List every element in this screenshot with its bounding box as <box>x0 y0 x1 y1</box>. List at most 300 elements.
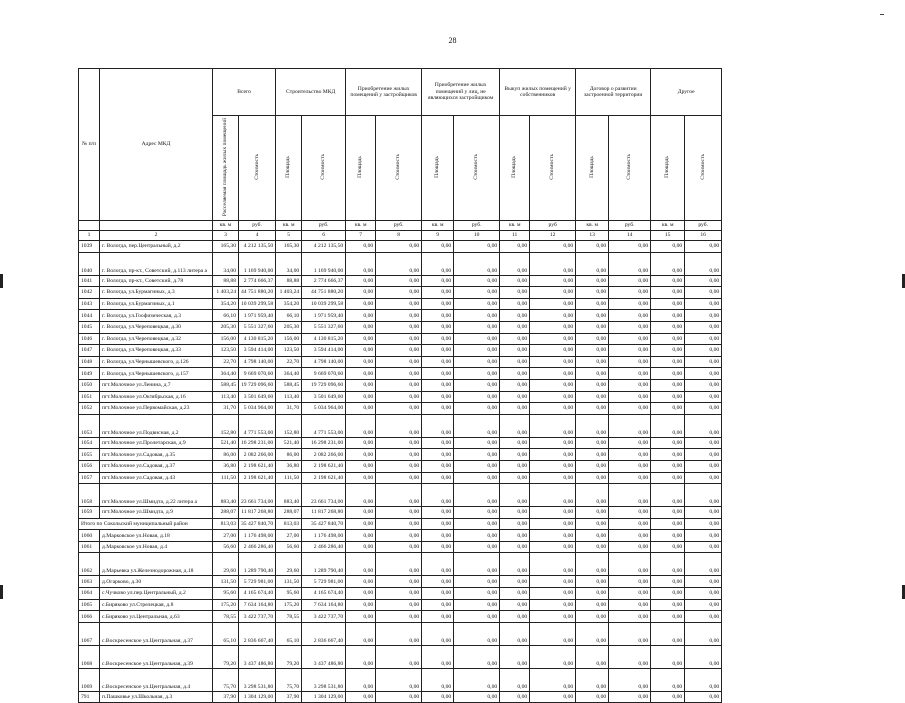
zero-value: 0,00 <box>376 252 422 275</box>
row-address: г. Вологда, ул.Бурмагиных, д.1 <box>100 298 213 310</box>
total-cost: 4 798 140,00 <box>239 356 276 368</box>
subheader-area: Площадь <box>500 116 530 221</box>
construction-area: 521,40 <box>276 437 302 449</box>
index-cell: 7 <box>346 231 376 241</box>
zero-value: 0,00 <box>500 368 530 380</box>
zero-value: 0,00 <box>685 576 722 588</box>
zero-value: 0,00 <box>422 472 454 484</box>
unit-cell: кв. м <box>576 221 609 231</box>
zero-value: 0,00 <box>576 541 609 553</box>
index-cell: 11 <box>500 231 530 241</box>
header-num: № п/п <box>79 69 100 221</box>
zero-value: 0,00 <box>609 668 651 691</box>
row-number: 1060 <box>79 530 100 542</box>
zero-value: 0,00 <box>422 321 454 333</box>
zero-value: 0,00 <box>376 241 422 253</box>
zero-value: 0,00 <box>500 403 530 415</box>
row-address: пгт.Молочное ул.Подвисная, д.2 <box>100 414 213 437</box>
zero-value: 0,00 <box>651 553 685 576</box>
table-body <box>79 241 722 703</box>
zero-value: 0,00 <box>376 287 422 299</box>
table-row <box>79 588 722 600</box>
total-area: 56,60 <box>213 541 239 553</box>
zero-value: 0,00 <box>651 310 685 322</box>
total-cost: 5 729 981,00 <box>239 576 276 588</box>
zero-value: 0,00 <box>685 356 722 368</box>
construction-cost: 3 501 649,60 <box>302 391 346 403</box>
zero-value: 0,00 <box>576 241 609 253</box>
row-address: пгт.Молочное ул.Шмидта, д.22 литера а <box>100 484 213 507</box>
zero-value: 0,00 <box>454 356 500 368</box>
zero-value: 0,00 <box>651 611 685 623</box>
index-cell: 13 <box>576 231 609 241</box>
construction-cost: 1 169 940,00 <box>302 252 346 275</box>
index-cell: 5 <box>276 231 302 241</box>
zero-value: 0,00 <box>685 241 722 253</box>
total-area: 75,70 <box>213 668 239 691</box>
zero-value: 0,00 <box>685 333 722 345</box>
zero-value: 0,00 <box>500 507 530 519</box>
total-cost: 2 198 621,40 <box>239 460 276 472</box>
zero-value: 0,00 <box>346 553 376 576</box>
zero-value: 0,00 <box>376 437 422 449</box>
unit-cell: руб. <box>454 221 500 231</box>
total-cost: 2 198 621,40 <box>239 472 276 484</box>
total-cost: 2 836 667,40 <box>239 622 276 645</box>
zero-value: 0,00 <box>500 611 530 623</box>
construction-cost: 16 298 231,00 <box>302 437 346 449</box>
construction-cost: 44 751 880,20 <box>302 287 346 299</box>
zero-value: 0,00 <box>530 345 576 357</box>
zero-value: 0,00 <box>454 345 500 357</box>
zero-value: 0,00 <box>651 530 685 542</box>
total-area: 113,40 <box>213 391 239 403</box>
zero-value: 0,00 <box>454 507 500 519</box>
zero-value: 0,00 <box>651 321 685 333</box>
zero-value: 0,00 <box>500 668 530 691</box>
zero-value: 0,00 <box>500 530 530 542</box>
zero-value: 0,00 <box>346 379 376 391</box>
row-number: 1047 <box>79 345 100 357</box>
zero-value: 0,00 <box>500 298 530 310</box>
zero-value: 0,00 <box>651 241 685 253</box>
unit-cell: кв. м <box>276 221 302 231</box>
zero-value: 0,00 <box>609 484 651 507</box>
table-row <box>79 241 722 253</box>
zero-value: 0,00 <box>346 298 376 310</box>
zero-value: 0,00 <box>346 321 376 333</box>
zero-value: 0,00 <box>454 241 500 253</box>
header-group-buyout: Выкуп жилых помещений у собственников <box>500 69 576 116</box>
subheader-cost: Стоимость <box>685 116 722 221</box>
zero-value: 0,00 <box>454 518 500 530</box>
zero-value: 0,00 <box>609 518 651 530</box>
total-cost: 2 774 666,37 <box>239 275 276 287</box>
zero-value: 0,00 <box>376 275 422 287</box>
table-row <box>79 298 722 310</box>
zero-value: 0,00 <box>576 599 609 611</box>
table-row <box>79 449 722 461</box>
table-row <box>79 645 722 668</box>
zero-value: 0,00 <box>376 645 422 668</box>
zero-value: 0,00 <box>500 484 530 507</box>
index-cell: 8 <box>376 231 422 241</box>
row-number: 1042 <box>79 287 100 299</box>
zero-value: 0,00 <box>346 472 376 484</box>
zero-value: 0,00 <box>651 368 685 380</box>
zero-value: 0,00 <box>346 576 376 588</box>
zero-value: 0,00 <box>685 379 722 391</box>
zero-value: 0,00 <box>685 645 722 668</box>
zero-value: 0,00 <box>609 310 651 322</box>
unit-cell: руб. <box>609 221 651 231</box>
zero-value: 0,00 <box>576 287 609 299</box>
zero-value: 0,00 <box>422 530 454 542</box>
unit-cell: кв. м <box>213 221 239 231</box>
zero-value: 0,00 <box>454 252 500 275</box>
zero-value: 0,00 <box>609 472 651 484</box>
zero-value: 0,00 <box>685 518 722 530</box>
zero-value: 0,00 <box>530 403 576 415</box>
row-address: с.Воскресенское ул.Центральная, д.4 <box>100 668 213 691</box>
zero-value: 0,00 <box>376 541 422 553</box>
row-number: 1053 <box>79 414 100 437</box>
total-area: 288,07 <box>213 507 239 519</box>
zero-value: 0,00 <box>422 622 454 645</box>
zero-value: 0,00 <box>651 379 685 391</box>
construction-area: 34,00 <box>276 252 302 275</box>
zero-value: 0,00 <box>651 298 685 310</box>
construction-cost: 2 774 666,37 <box>302 275 346 287</box>
construction-area: 29,60 <box>276 553 302 576</box>
row-number: 1068 <box>79 645 100 668</box>
subheader-area: Площадь <box>422 116 454 221</box>
header-group-non-developer: Приобретение жилых помещений у лиц, не являющихся застройщиком <box>422 69 500 116</box>
row-number: 1067 <box>79 622 100 645</box>
zero-value: 0,00 <box>500 691 530 703</box>
zero-value: 0,00 <box>422 588 454 600</box>
total-cost: 2 466 286,40 <box>239 541 276 553</box>
zero-value: 0,00 <box>454 622 500 645</box>
construction-cost: 4 771 553,00 <box>302 414 346 437</box>
construction-cost: 35 427 840,70 <box>302 518 346 530</box>
index-cell: 1 <box>79 231 100 241</box>
zero-value: 0,00 <box>609 576 651 588</box>
zero-value: 0,00 <box>422 691 454 703</box>
subheader-cost: Стоимость <box>239 116 276 221</box>
zero-value: 0,00 <box>454 599 500 611</box>
zero-value: 0,00 <box>685 403 722 415</box>
zero-value: 0,00 <box>422 403 454 415</box>
zero-value: 0,00 <box>530 472 576 484</box>
subheader-cost: Стоимость <box>454 116 500 221</box>
zero-value: 0,00 <box>346 541 376 553</box>
zero-value: 0,00 <box>422 460 454 472</box>
table-head <box>79 69 722 241</box>
row-address: с.Воскресенское ул.Центральная, д.37 <box>100 622 213 645</box>
construction-cost: 3 298 531,80 <box>302 668 346 691</box>
zero-value: 0,00 <box>422 611 454 623</box>
total-area: 65,10 <box>213 622 239 645</box>
zero-value: 0,00 <box>422 437 454 449</box>
construction-area: 165,30 <box>276 241 302 253</box>
construction-area: 31,70 <box>276 403 302 415</box>
index-cell: 3 <box>213 231 239 241</box>
zero-value: 0,00 <box>500 437 530 449</box>
zero-value: 0,00 <box>376 622 422 645</box>
index-cell: 12 <box>530 231 576 241</box>
zero-value: 0,00 <box>576 321 609 333</box>
total-cost: 1 289 790,40 <box>239 553 276 576</box>
zero-value: 0,00 <box>609 541 651 553</box>
total-area: 354,20 <box>213 298 239 310</box>
zero-value: 0,00 <box>346 345 376 357</box>
total-area: 152,80 <box>213 414 239 437</box>
zero-value: 0,00 <box>651 403 685 415</box>
header-group-other: Другое <box>651 69 722 116</box>
zero-value: 0,00 <box>454 275 500 287</box>
zero-value: 0,00 <box>500 472 530 484</box>
zero-value: 0,00 <box>422 368 454 380</box>
zero-value: 0,00 <box>500 553 530 576</box>
row-number: 1059 <box>79 507 100 519</box>
construction-cost: 19 729 096,60 <box>302 379 346 391</box>
zero-value: 0,00 <box>609 345 651 357</box>
zero-value: 0,00 <box>530 287 576 299</box>
zero-value: 0,00 <box>454 298 500 310</box>
unit-cell: руб. <box>685 221 722 231</box>
zero-value: 0,00 <box>609 622 651 645</box>
construction-area: 175,20 <box>276 599 302 611</box>
row-address: с.Чучково ул.пер.Центральный, д.2 <box>100 588 213 600</box>
zero-value: 0,00 <box>346 622 376 645</box>
construction-cost: 23 661 734,00 <box>302 484 346 507</box>
zero-value: 0,00 <box>651 275 685 287</box>
zero-value: 0,00 <box>530 645 576 668</box>
zero-value: 0,00 <box>500 518 530 530</box>
construction-cost: 1 176 498,00 <box>302 530 346 542</box>
total-area: 131,50 <box>213 576 239 588</box>
zero-value: 0,00 <box>651 691 685 703</box>
zero-value: 0,00 <box>454 333 500 345</box>
construction-area: 78,55 <box>276 611 302 623</box>
zero-value: 0,00 <box>422 518 454 530</box>
zero-value: 0,00 <box>376 460 422 472</box>
construction-area: 1 403,24 <box>276 287 302 299</box>
table-row <box>79 668 722 691</box>
zero-value: 0,00 <box>500 541 530 553</box>
table-row <box>79 252 722 275</box>
construction-area: 131,50 <box>276 576 302 588</box>
zero-value: 0,00 <box>500 321 530 333</box>
zero-value: 0,00 <box>500 379 530 391</box>
total-cost: 7 634 164,80 <box>239 599 276 611</box>
zero-value: 0,00 <box>422 391 454 403</box>
zero-value: 0,00 <box>422 252 454 275</box>
total-area: 588,45 <box>213 379 239 391</box>
zero-value: 0,00 <box>500 287 530 299</box>
zero-value: 0,00 <box>609 691 651 703</box>
zero-value: 0,00 <box>576 645 609 668</box>
row-number: 1043 <box>79 298 100 310</box>
construction-area: 152,80 <box>276 414 302 437</box>
zero-value: 0,00 <box>500 310 530 322</box>
table-row <box>79 275 722 287</box>
zero-value: 0,00 <box>530 530 576 542</box>
construction-area: 156,00 <box>276 333 302 345</box>
zero-value: 0,00 <box>576 576 609 588</box>
row-number: 1046 <box>79 333 100 345</box>
zero-value: 0,00 <box>530 321 576 333</box>
zero-value: 0,00 <box>422 668 454 691</box>
total-area: 22,70 <box>213 356 239 368</box>
zero-value: 0,00 <box>530 241 576 253</box>
zero-value: 0,00 <box>422 241 454 253</box>
zero-value: 0,00 <box>685 449 722 461</box>
construction-area: 813,03 <box>276 518 302 530</box>
zero-value: 0,00 <box>576 449 609 461</box>
table-row <box>79 321 722 333</box>
zero-value: 0,00 <box>376 391 422 403</box>
construction-cost: 5 551 327,60 <box>302 321 346 333</box>
construction-cost: 2 836 667,40 <box>302 622 346 645</box>
total-cost: 5 034 964,00 <box>239 403 276 415</box>
zero-value: 0,00 <box>685 541 722 553</box>
construction-cost: 4 165 674,40 <box>302 588 346 600</box>
header-group-construction: Строительство МКД <box>276 69 346 116</box>
zero-value: 0,00 <box>530 333 576 345</box>
zero-value: 0,00 <box>651 668 685 691</box>
total-area: 813,03 <box>213 518 239 530</box>
zero-value: 0,00 <box>576 414 609 437</box>
index-cell: 6 <box>302 231 346 241</box>
subheader-area: Площадь <box>346 116 376 221</box>
total-area: 31,70 <box>213 403 239 415</box>
total-cost: 3 422 737,70 <box>239 611 276 623</box>
construction-cost: 2 198 621,40 <box>302 460 346 472</box>
row-number: 1040 <box>79 252 100 275</box>
table-row <box>79 333 722 345</box>
zero-value: 0,00 <box>576 691 609 703</box>
zero-value: 0,00 <box>609 449 651 461</box>
total-area: 1 403,24 <box>213 287 239 299</box>
zero-value: 0,00 <box>530 611 576 623</box>
zero-value: 0,00 <box>376 321 422 333</box>
table-row <box>79 460 722 472</box>
total-area: 95,60 <box>213 588 239 600</box>
zero-value: 0,00 <box>376 449 422 461</box>
row-address: пгт.Молочное ул.Октябрьская, д.16 <box>100 391 213 403</box>
zero-value: 0,00 <box>346 310 376 322</box>
zero-value: 0,00 <box>576 507 609 519</box>
total-cost: 4 130 815,20 <box>239 333 276 345</box>
zero-value: 0,00 <box>346 356 376 368</box>
construction-cost: 11 817 268,80 <box>302 507 346 519</box>
zero-value: 0,00 <box>500 345 530 357</box>
zero-value: 0,00 <box>609 611 651 623</box>
zero-value: 0,00 <box>609 588 651 600</box>
zero-value: 0,00 <box>651 460 685 472</box>
zero-value: 0,00 <box>685 368 722 380</box>
zero-value: 0,00 <box>500 599 530 611</box>
zero-value: 0,00 <box>454 414 500 437</box>
row-number: 1058 <box>79 484 100 507</box>
zero-value: 0,00 <box>376 507 422 519</box>
units-row <box>79 221 722 231</box>
zero-value: 0,00 <box>651 507 685 519</box>
zero-value: 0,00 <box>651 356 685 368</box>
zero-value: 0,00 <box>346 252 376 275</box>
page-number: 28 <box>448 36 457 45</box>
zero-value: 0,00 <box>422 298 454 310</box>
table-row <box>79 437 722 449</box>
row-number: 1062 <box>79 553 100 576</box>
zero-value: 0,00 <box>346 588 376 600</box>
zero-value: 0,00 <box>454 379 500 391</box>
zero-value: 0,00 <box>530 379 576 391</box>
row-address: г. Вологда, пр-кт., Советский, д.113 литера а <box>100 252 213 275</box>
total-cost: 11 817 268,80 <box>239 507 276 519</box>
row-number: 1048 <box>79 356 100 368</box>
total-cost: 44 751 880,20 <box>239 287 276 299</box>
table-row <box>79 541 722 553</box>
zero-value: 0,00 <box>609 368 651 380</box>
zero-value: 0,00 <box>576 530 609 542</box>
corner-mark <box>880 14 884 15</box>
zero-value: 0,00 <box>651 449 685 461</box>
zero-value: 0,00 <box>500 460 530 472</box>
table-row <box>79 287 722 299</box>
zero-value: 0,00 <box>454 321 500 333</box>
zero-value: 0,00 <box>346 460 376 472</box>
row-number: 1050 <box>79 379 100 391</box>
total-area: 883,40 <box>213 484 239 507</box>
total-cost: 3 594 414,00 <box>239 345 276 357</box>
zero-value: 0,00 <box>576 298 609 310</box>
zero-value: 0,00 <box>500 252 530 275</box>
total-area: 205,30 <box>213 321 239 333</box>
total-cost: 5 551 327,60 <box>239 321 276 333</box>
zero-value: 0,00 <box>346 368 376 380</box>
total-area: 364,40 <box>213 368 239 380</box>
zero-value: 0,00 <box>454 611 500 623</box>
zero-value: 0,00 <box>376 403 422 415</box>
zero-value: 0,00 <box>651 437 685 449</box>
zero-value: 0,00 <box>500 576 530 588</box>
construction-area: 95,60 <box>276 588 302 600</box>
zero-value: 0,00 <box>530 484 576 507</box>
zero-value: 0,00 <box>346 645 376 668</box>
zero-value: 0,00 <box>454 449 500 461</box>
row-number: 1057 <box>79 472 100 484</box>
zero-value: 0,00 <box>422 310 454 322</box>
construction-cost: 4 798 140,00 <box>302 356 346 368</box>
zero-value: 0,00 <box>376 356 422 368</box>
unit-cell: кв. м <box>422 221 454 231</box>
header-address: Адрес МКД <box>100 69 213 221</box>
total-cost: 1 304 129,00 <box>239 691 276 703</box>
zero-value: 0,00 <box>609 379 651 391</box>
zero-value: 0,00 <box>530 414 576 437</box>
header-group-total: Всего <box>213 69 276 116</box>
construction-cost: 7 634 164,80 <box>302 599 346 611</box>
zero-value: 0,00 <box>685 437 722 449</box>
total-area: 79,20 <box>213 645 239 668</box>
zero-value: 0,00 <box>500 241 530 253</box>
zero-value: 0,00 <box>530 449 576 461</box>
table-row <box>79 368 722 380</box>
construction-cost: 2 466 286,40 <box>302 541 346 553</box>
